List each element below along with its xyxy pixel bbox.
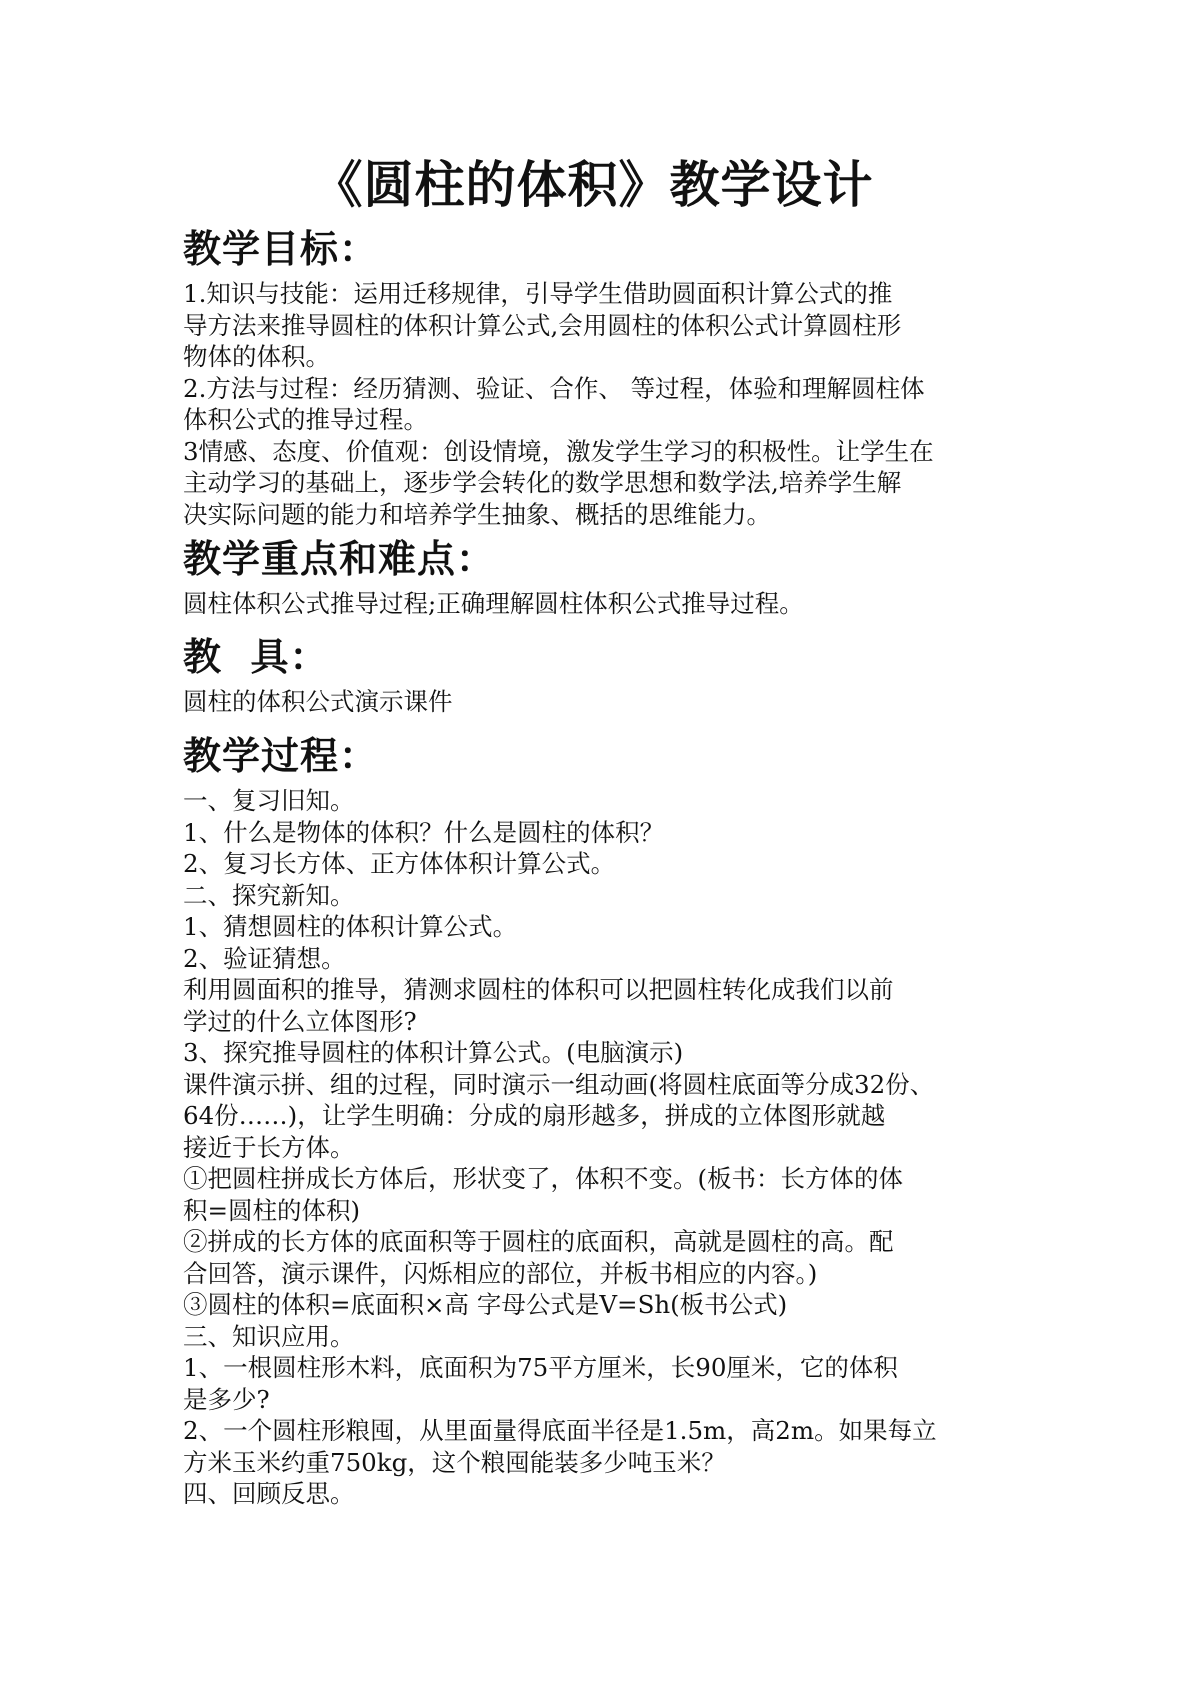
paragraph-line: 接近于长方体。: [183, 1132, 355, 1162]
paragraph-line: 积=圆柱的体积): [183, 1195, 361, 1225]
section-heading-teaching-aids: 教 具：: [183, 634, 329, 679]
paragraph-line: 2.方法与过程：经历猜测、验证、合作、 等过程，体验和理解圆柱体: [183, 373, 925, 403]
paragraph-line: 3情感、态度、价值观：创设情境，激发学生学习的积极性。让学生在: [183, 436, 934, 466]
paragraph-line: 课件演示拼、组的过程，同时演示一组动画(将圆柱底面等分成32份、: [183, 1069, 935, 1099]
paragraph-line: 2、复习长方体、正方体体积计算公式。: [183, 849, 616, 878]
paragraph-line: 一、复习旧知。: [183, 786, 355, 815]
paragraph-line: 三、知识应用。: [183, 1321, 355, 1351]
paragraph-line: 圆柱的体积公式演示课件: [183, 686, 453, 716]
paragraph-line: 合回答，演示课件，闪烁相应的部位，并板书相应的内容。): [183, 1258, 818, 1288]
paragraph-line: 体积公式的推导过程。: [183, 405, 428, 434]
paragraph-line: 物体的体积。: [183, 342, 330, 371]
paragraph-line: 3、探究推导圆柱的体积计算公式。(电脑演示): [183, 1038, 684, 1067]
paragraph-line: 64份……)，让学生明确：分成的扇形越多，拼成的立体图形就越: [183, 1101, 886, 1130]
paragraph-line: 2、一个圆柱形粮囤，从里面量得底面半径是1.5m，高2m。如果每立: [183, 1416, 937, 1445]
paragraph-line: 圆柱体积公式推导过程;正确理解圆柱体积公式推导过程。: [183, 589, 804, 618]
section-heading-key-points: 教学重点和难点：: [183, 537, 496, 581]
paragraph-line: ①把圆柱拼成长方体后，形状变了，体积不变。(板书：长方体的体: [183, 1164, 904, 1193]
paragraph-line: 决实际问题的能力和培养学生抽象、概括的思维能力。: [183, 499, 771, 529]
paragraph-line: 方米玉米约重750kg，这个粮囤能装多少吨玉米？: [183, 1447, 726, 1477]
section-heading-objectives: 教学目标：: [183, 227, 379, 271]
paragraph-line: 导方法来推导圆柱的体积计算公式,会用圆柱的体积公式计算圆柱形: [183, 310, 902, 340]
paragraph-line: 2、验证猜想。: [183, 943, 346, 973]
section-heading-teaching-process: 教学过程：: [183, 734, 379, 778]
paragraph-line: 1、猜想圆柱的体积计算公式。: [183, 912, 518, 941]
document-title: 《圆柱的体积》教学设计: [312, 156, 874, 214]
paragraph-line: ②拼成的长方体的底面积等于圆柱的底面积，高就是圆柱的高。配: [183, 1227, 894, 1256]
paragraph-line: 主动学习的基础上，逐步学会转化的数学思想和数学法,培养学生解: [183, 468, 902, 497]
paragraph-line: 四、回顾反思。: [183, 1479, 355, 1508]
paragraph-line: 1.知识与技能：运用迁移规律，引导学生借助圆面积计算公式的推: [183, 279, 893, 308]
paragraph-line: 1、一根圆柱形木料，底面积为75平方厘米，长90厘米，它的体积: [183, 1353, 898, 1382]
paragraph-line: 二、探究新知。: [183, 880, 355, 910]
paragraph-line: ③圆柱的体积=底面积×高 字母公式是V=Sh(板书公式): [183, 1290, 788, 1319]
paragraph-line: 是多少?: [183, 1384, 270, 1414]
paragraph-line: 1、什么是物体的体积？什么是圆柱的体积？: [183, 817, 665, 847]
paragraph-line: 学过的什么立体图形?: [183, 1006, 417, 1036]
paragraph-line: 利用圆面积的推导，猜测求圆柱的体积可以把圆柱转化成我们以前: [183, 975, 894, 1004]
document-body: [183, 152, 1043, 1510]
